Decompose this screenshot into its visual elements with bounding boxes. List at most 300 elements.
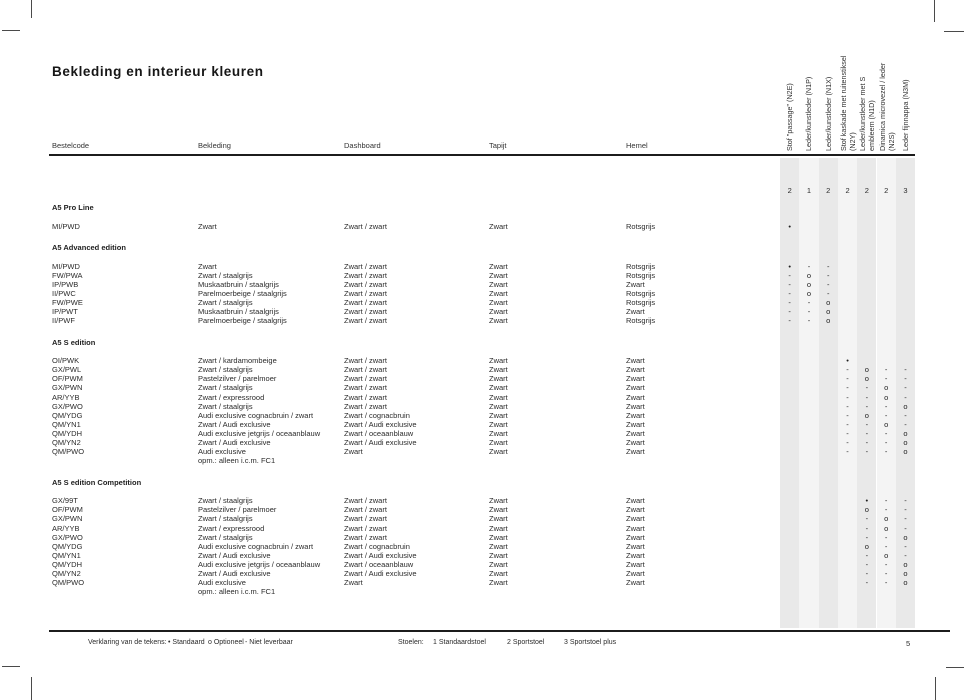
cell-tapijt: Zwart [489, 578, 508, 588]
availability-mark: • [788, 221, 791, 231]
table-row [0, 393, 965, 402]
availability-mark: • [846, 356, 849, 366]
table-row [0, 569, 965, 578]
cell-tapijt: Zwart [489, 365, 508, 375]
cell-hemel: Zwart [626, 401, 645, 411]
cell-bekleding: Zwart / staalgrijs [198, 496, 253, 506]
column-header-hemel: Hemel [626, 141, 648, 150]
cell-hemel: Zwart [626, 569, 645, 578]
cell-bekleding: Zwart / Audi exclusive [198, 550, 271, 560]
cell-tapijt: Zwart [489, 419, 508, 429]
cell-bestelcode: OF/PWM [52, 374, 83, 384]
cell-tapijt: Zwart [489, 559, 508, 569]
table-row [0, 438, 965, 447]
cell-tapijt: Zwart [489, 401, 508, 411]
cell-tapijt: Zwart [489, 410, 508, 420]
cell-tapijt: Zwart [489, 279, 508, 289]
seat-count: 2 [787, 186, 792, 195]
availability-mark: o [903, 438, 908, 447]
cell-bekleding: Zwart / staalgrijs [198, 365, 253, 375]
cell-tapijt: Zwart [489, 392, 508, 402]
availability-mark: - [788, 288, 791, 298]
crop-mark [944, 31, 964, 32]
cell-bestelcode: IP/PWT [52, 307, 78, 316]
cell-tapijt: Zwart [489, 261, 508, 271]
cell-bekleding: Audi exclusive cognacbruin / zwart [198, 410, 314, 420]
cell-hemel: Zwart [626, 559, 645, 569]
availability-mark: - [884, 365, 888, 375]
cell-tapijt: Zwart [489, 438, 508, 447]
availability-mark: o [903, 532, 908, 542]
cell-dashboard: Zwart [344, 578, 363, 588]
cell-bestelcode: QM/YDH [52, 559, 82, 569]
cell-bekleding: Muskaatbruin / staalgrijs [198, 279, 279, 289]
cell-dashboard: Zwart / zwart [344, 297, 387, 307]
table-row [0, 551, 965, 560]
cell-bekleding: Audi exclusive [198, 578, 246, 588]
cell-bekleding: Zwart [198, 221, 217, 231]
seat-count: 3 [903, 186, 908, 195]
cell-bestelcode: AR/YYB [52, 523, 80, 533]
cell-hemel: Zwart [626, 514, 645, 524]
cell-bestelcode: QM/PWO [52, 447, 85, 457]
table-row [0, 587, 965, 596]
cell-bekleding: opm.: alleen i.c.m. FC1 [198, 456, 276, 466]
cell-tapijt: Zwart [489, 514, 508, 524]
cell-dashboard: Zwart / zwart [344, 356, 387, 366]
table-row [0, 402, 965, 411]
option-column-label-line: Stof "passage" (N2E) [785, 83, 794, 151]
availability-mark: - [865, 532, 869, 542]
seat-count: 2 [884, 186, 889, 195]
availability-mark: - [826, 270, 830, 280]
availability-mark: - [865, 438, 869, 447]
option-column-label [825, 77, 834, 151]
cell-bestelcode: QM/YN1 [52, 419, 81, 429]
availability-mark: - [904, 374, 907, 384]
cell-bekleding: Audi exclusive jetgrijs / oceaanblauw [198, 559, 321, 569]
availability-mark: o [884, 392, 889, 402]
availability-mark: - [788, 270, 791, 280]
cell-bestelcode: GX/PWN [52, 514, 83, 524]
availability-mark: - [846, 365, 849, 375]
option-column-label [902, 79, 911, 151]
availability-mark: o [903, 559, 908, 569]
cell-hemel: Rotsgrijs [626, 297, 656, 307]
table-row [0, 542, 965, 551]
cell-bestelcode: GX/99T [52, 496, 78, 506]
cell-tapijt: Zwart [489, 383, 508, 393]
cell-dashboard: Zwart / zwart [344, 532, 387, 542]
cell-dashboard: Zwart / oceaanblauw [344, 428, 414, 438]
cell-tapijt: Zwart [489, 569, 508, 578]
section-header: A5 Advanced edition [52, 243, 126, 252]
crop-mark [2, 666, 20, 667]
availability-mark: - [807, 297, 811, 307]
cell-dashboard: Zwart / Audi exclusive [344, 550, 417, 560]
cell-hemel: Zwart [626, 365, 645, 375]
cell-hemel: Zwart [626, 438, 645, 447]
availability-mark: - [865, 559, 869, 569]
table-row [0, 271, 965, 280]
option-column-label [805, 77, 814, 151]
availability-mark: • [865, 496, 869, 506]
cell-bestelcode: QM/YDG [52, 541, 83, 551]
cell-bestelcode: II/PWF [52, 316, 75, 326]
availability-mark: - [807, 316, 811, 326]
cell-dashboard: Zwart / zwart [344, 392, 387, 402]
availability-mark: • [788, 261, 791, 271]
cell-dashboard: Zwart / cognacbruin [344, 410, 410, 420]
cell-bekleding: Parelmoerbeige / staalgrijs [198, 316, 287, 326]
cell-hemel: Zwart [626, 532, 645, 542]
cell-dashboard: Zwart / zwart [344, 523, 387, 533]
column-header-bestelcode: Bestelcode [52, 141, 90, 150]
availability-mark: - [884, 401, 888, 411]
availability-mark: o [864, 374, 869, 384]
table-row [0, 447, 965, 456]
availability-mark: o [884, 419, 889, 429]
cell-tapijt: Zwart [489, 447, 508, 457]
cell-bestelcode: MI/PWD [52, 221, 80, 231]
availability-mark: - [904, 541, 907, 551]
availability-mark: o [903, 569, 908, 578]
table-row [0, 456, 965, 465]
cell-bestelcode: MI/PWD [52, 261, 80, 271]
cell-hemel: Zwart [626, 279, 645, 289]
cell-bestelcode: QM/PWO [52, 578, 85, 588]
availability-mark: o [884, 514, 889, 524]
cell-bekleding: Zwart / kardamombeige [198, 356, 277, 366]
cell-hemel: Rotsgrijs [626, 270, 656, 280]
cell-tapijt: Zwart [489, 270, 508, 280]
cell-bekleding: Zwart / staalgrijs [198, 514, 253, 524]
cell-hemel: Zwart [626, 410, 645, 420]
cell-dashboard: Zwart / zwart [344, 288, 387, 298]
cell-bestelcode: QM/YDG [52, 410, 83, 420]
cell-hemel: Zwart [626, 419, 645, 429]
footer-rule [49, 630, 950, 632]
availability-mark: - [904, 505, 907, 515]
cell-bekleding: Zwart / staalgrijs [198, 401, 253, 411]
section-header: A5 Pro Line [52, 203, 94, 212]
option-column-label-line: embleem (N1D) [866, 100, 876, 151]
cell-bekleding: Zwart / staalgrijs [198, 532, 253, 542]
availability-mark: - [884, 505, 888, 515]
column-header-dashboard: Dashboard [344, 141, 381, 150]
availability-mark: - [884, 532, 888, 542]
cell-hemel: Rotsgrijs [626, 221, 656, 231]
availability-mark: - [788, 279, 791, 289]
availability-mark: o [884, 383, 889, 393]
availability-mark: - [884, 438, 888, 447]
table-row [0, 505, 965, 514]
table-row [0, 524, 965, 533]
cell-dashboard: Zwart / zwart [344, 316, 387, 326]
availability-mark: - [846, 374, 849, 384]
table-row [0, 307, 965, 316]
cell-bekleding: Zwart / staalgrijs [198, 297, 253, 307]
cell-bestelcode: GX/PWO [52, 401, 83, 411]
cell-tapijt: Zwart [489, 505, 508, 515]
legend-seat2: 2 Sportstoel [507, 639, 545, 646]
availability-mark: o [903, 578, 908, 588]
availability-mark: - [826, 279, 830, 289]
availability-mark: - [904, 514, 907, 524]
availability-mark: - [865, 419, 869, 429]
table-row [0, 514, 965, 523]
legend-seat3: 3 Sportstoel plus [564, 639, 617, 646]
cell-bekleding: Pastelzilver / parelmoer [198, 374, 277, 384]
availability-mark: - [884, 578, 888, 588]
option-column-label-line: Leder/kunstleder (N1X) [823, 76, 833, 151]
cell-hemel: Zwart [626, 505, 645, 515]
cell-dashboard: Zwart / zwart [344, 514, 387, 524]
cell-hemel: Zwart [626, 523, 645, 533]
availability-mark: - [788, 307, 791, 316]
cell-bekleding: Audi exclusive cognacbruin / zwart [198, 541, 314, 551]
cell-bestelcode: AR/YYB [52, 392, 80, 402]
cell-bekleding: Zwart / Audi exclusive [198, 438, 271, 447]
section-header: A5 S edition [52, 337, 96, 347]
crop-mark [31, 0, 32, 18]
availability-mark: o [864, 505, 869, 515]
cell-bestelcode: QM/YN2 [52, 569, 81, 578]
table-row [0, 289, 965, 298]
table-row [0, 356, 965, 365]
column-header-tapijt: Tapijt [489, 141, 507, 150]
table-row [0, 374, 965, 383]
cell-tapijt: Zwart [489, 550, 508, 560]
availability-mark: o [826, 316, 831, 326]
availability-mark: - [865, 383, 869, 393]
availability-mark: - [884, 428, 888, 438]
availability-mark: - [884, 569, 888, 578]
cell-bekleding: Audi exclusive [198, 447, 246, 457]
cell-hemel: Zwart [626, 383, 645, 393]
cell-dashboard: Zwart / Audi exclusive [344, 569, 417, 578]
cell-hemel: Zwart [626, 392, 645, 402]
legend-optional: o Optioneel [208, 639, 244, 646]
availability-mark: - [884, 496, 888, 506]
table-row [0, 578, 965, 587]
cell-dashboard: Zwart / Audi exclusive [344, 419, 417, 429]
cell-bekleding: Pastelzilver / parelmoer [198, 505, 277, 515]
table-row [0, 496, 965, 505]
availability-mark: o [884, 523, 889, 533]
cell-dashboard: Zwart / zwart [344, 401, 387, 411]
availability-mark: o [864, 541, 869, 551]
seat-count: 2 [864, 186, 869, 195]
availability-mark: - [846, 410, 849, 420]
page-number: 5 [906, 639, 911, 648]
cell-bekleding: Zwart / staalgrijs [198, 383, 253, 393]
cell-dashboard: Zwart / zwart [344, 496, 387, 506]
availability-mark: - [884, 374, 888, 384]
availability-mark: - [865, 514, 869, 524]
availability-mark: - [904, 496, 907, 506]
legend-intro: Verklaring van de tekens: [88, 639, 167, 646]
cell-tapijt: Zwart [489, 428, 508, 438]
cell-hemel: Zwart [626, 496, 645, 506]
cell-tapijt: Zwart [489, 288, 508, 298]
cell-hemel: Zwart [626, 447, 645, 457]
availability-mark: - [788, 316, 791, 326]
availability-mark: - [865, 392, 869, 402]
availability-mark: - [807, 261, 811, 271]
availability-mark: - [865, 578, 869, 588]
legend-seat1: 1 Standaardstoel [433, 639, 486, 646]
table-row [0, 365, 965, 374]
cell-bekleding: opm.: alleen i.c.m. FC1 [198, 587, 276, 597]
availability-mark: - [846, 401, 849, 411]
crop-mark [31, 677, 32, 700]
cell-tapijt: Zwart [489, 523, 508, 533]
cell-tapijt: Zwart [489, 297, 508, 307]
cell-bestelcode: II/PWC [52, 288, 76, 298]
availability-mark: - [807, 307, 811, 316]
crop-mark [934, 0, 935, 22]
cell-bestelcode: IP/PWB [52, 279, 79, 289]
cell-tapijt: Zwart [489, 532, 508, 542]
option-column-label-line: Leder/kunstleder (N1P) [804, 76, 814, 151]
seat-count: 1 [806, 186, 812, 195]
option-column-label [786, 83, 795, 151]
option-column-label-line: (N2Y) [847, 132, 857, 151]
availability-mark: - [904, 550, 907, 560]
availability-mark: - [846, 428, 849, 438]
availability-mark: - [846, 438, 849, 447]
cell-dashboard: Zwart / zwart [344, 383, 387, 393]
cell-hemel: Rotsgrijs [626, 316, 656, 326]
availability-mark: - [904, 383, 907, 393]
cell-hemel: Zwart [626, 550, 645, 560]
cell-dashboard: Zwart / zwart [344, 505, 387, 515]
cell-hemel: Zwart [626, 428, 645, 438]
availability-mark: - [865, 401, 869, 411]
cell-hemel: Zwart [626, 374, 645, 384]
cell-dashboard: Zwart / zwart [344, 279, 387, 289]
availability-mark: o [884, 550, 889, 560]
cell-bestelcode: FW/PWE [52, 297, 83, 307]
option-column-label [840, 56, 857, 151]
table-row [0, 316, 965, 325]
table-row [0, 560, 965, 569]
availability-mark: - [884, 541, 888, 551]
legend-seats-label: Stoelen: [398, 639, 424, 646]
availability-mark: - [884, 559, 888, 569]
table-row [0, 383, 965, 392]
availability-mark: - [904, 523, 907, 533]
cell-bekleding: Zwart / Audi exclusive [198, 569, 271, 578]
page-title: Bekleding en interieur kleuren [52, 64, 264, 79]
cell-dashboard: Zwart / zwart [344, 261, 387, 271]
cell-tapijt: Zwart [489, 221, 508, 231]
cell-hemel: Zwart [626, 578, 645, 588]
table-row [0, 222, 965, 231]
availability-mark: - [904, 419, 907, 429]
cell-bekleding: Zwart [198, 261, 217, 271]
table-row [0, 298, 965, 307]
cell-tapijt: Zwart [489, 496, 508, 506]
cell-dashboard: Zwart / zwart [344, 307, 387, 316]
availability-mark: - [846, 392, 849, 402]
cell-tapijt: Zwart [489, 316, 508, 326]
option-column-label-line: (N2S) [886, 132, 895, 151]
availability-mark: - [865, 550, 869, 560]
seat-count: 2 [826, 186, 831, 195]
legend-standard: • Standaard [168, 639, 205, 646]
availability-mark: - [884, 410, 888, 420]
option-column-label [859, 77, 876, 151]
cell-bestelcode: QM/YN1 [52, 550, 81, 560]
availability-mark: o [806, 288, 812, 298]
cell-bekleding: Zwart / Audi exclusive [198, 419, 271, 429]
availability-mark: o [864, 365, 869, 375]
availability-mark: o [826, 297, 831, 307]
availability-mark: - [846, 419, 849, 429]
cell-dashboard: Zwart / zwart [344, 221, 387, 231]
availability-mark: - [865, 428, 869, 438]
availability-mark: o [903, 428, 908, 438]
crop-mark [935, 677, 936, 700]
cell-bestelcode: OI/PWK [52, 356, 80, 366]
cell-dashboard: Zwart / Audi exclusive [344, 438, 417, 447]
option-column-label-line: Leder/kunstleder met S [858, 76, 868, 151]
table-row [0, 420, 965, 429]
cell-bekleding: Audi exclusive jetgrijs / oceaanblauw [198, 428, 321, 438]
cell-bekleding: Parelmoerbeige / staalgrijs [198, 288, 287, 298]
availability-mark: o [826, 307, 831, 316]
option-column-label-line: Leder fijnnappa (N3M) [900, 79, 910, 151]
cell-dashboard: Zwart [344, 447, 363, 457]
cell-dashboard: Zwart / cognacbruin [344, 541, 410, 551]
availability-mark: - [904, 392, 907, 402]
cell-tapijt: Zwart [489, 307, 508, 316]
cell-tapijt: Zwart [489, 374, 508, 384]
availability-mark: o [806, 270, 812, 280]
table-row [0, 533, 965, 542]
cell-bestelcode: GX/PWL [52, 365, 82, 375]
legend-not-available: - Niet leverbaar [245, 639, 293, 646]
column-header-bekleding: Bekleding [198, 141, 231, 150]
cell-hemel: Zwart [626, 356, 645, 366]
option-column-label-line: Dinamica microvezel / leder [877, 62, 887, 151]
availability-mark: - [865, 447, 869, 457]
cell-hemel: Zwart [626, 307, 645, 316]
cell-bekleding: Zwart / expressrood [198, 523, 265, 533]
availability-mark: - [904, 365, 907, 375]
availability-mark: - [884, 447, 888, 457]
option-column-label [879, 63, 896, 151]
availability-mark: o [903, 401, 908, 411]
cell-bestelcode: FW/PWA [52, 270, 83, 280]
cell-dashboard: Zwart / oceaanblauw [344, 559, 414, 569]
availability-mark: - [865, 569, 869, 578]
cell-dashboard: Zwart / zwart [344, 365, 387, 375]
cell-bekleding: Muskaatbruin / staalgrijs [198, 307, 279, 316]
cell-tapijt: Zwart [489, 541, 508, 551]
availability-mark: - [788, 297, 791, 307]
cell-bestelcode: OF/PWM [52, 505, 83, 515]
section-header: A5 S edition Competition [52, 477, 142, 487]
availability-mark: - [846, 447, 849, 457]
table-row [0, 280, 965, 289]
availability-mark: - [865, 523, 869, 533]
cell-dashboard: Zwart / zwart [344, 270, 387, 280]
cell-bekleding: Zwart / expressrood [198, 392, 265, 402]
availability-mark: o [864, 410, 869, 420]
